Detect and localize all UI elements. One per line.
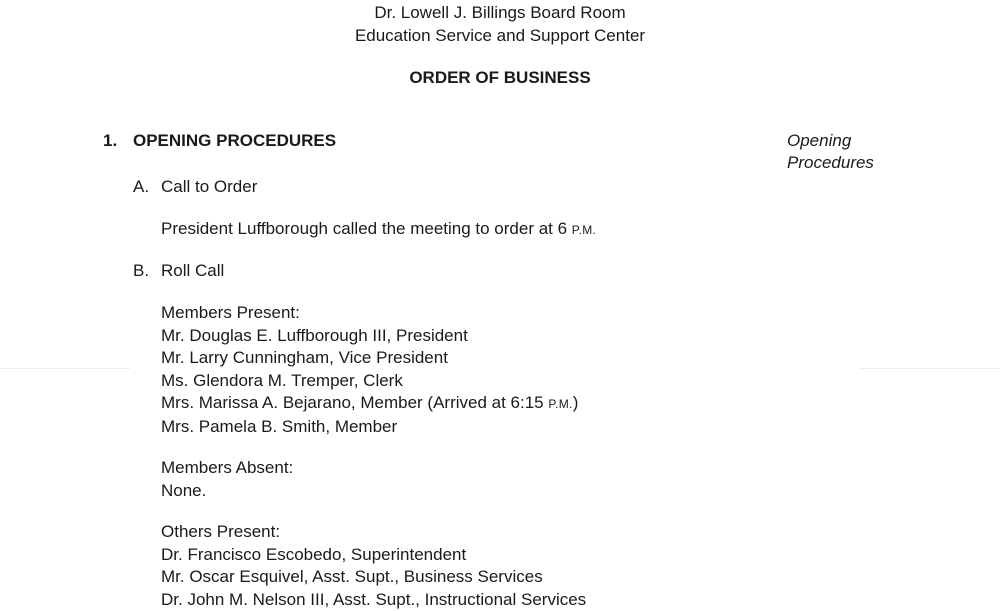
time-suffix: P.M.: [548, 397, 572, 411]
others-entry: Dr. John M. Nelson III, Asst. Supt., Instructional Services: [161, 589, 586, 611]
member-entry: Ms. Glendora M. Tremper, Clerk: [161, 370, 578, 393]
time-suffix: P.M.: [572, 223, 596, 237]
others-entry: Mr. Oscar Esquivel, Asst. Supt., Business Services: [161, 566, 586, 589]
page-title: ORDER OF BUSINESS: [0, 67, 1000, 90]
section-title: OPENING PROCEDURES: [133, 130, 336, 153]
others-present-block: [161, 521, 586, 611]
margin-note-line-2: Procedures: [787, 152, 874, 175]
scan-artifact-line: [0, 368, 130, 369]
location-center: Education Service and Support Center: [0, 25, 1000, 48]
member-entry: Mrs. Pamela B. Smith, Member: [161, 416, 578, 439]
location-room: Dr. Lowell J. Billings Board Room: [0, 2, 1000, 25]
item-title: Call to Order: [161, 176, 257, 199]
member-entry: Mr. Larry Cunningham, Vice President: [161, 347, 578, 370]
margin-note-line-1: Opening: [787, 130, 851, 153]
members-absent-heading: Members Absent:: [161, 457, 293, 480]
item-letter: B.: [133, 260, 149, 283]
others-present-heading: Others Present:: [161, 521, 586, 544]
member-entry: Mr. Douglas E. Luffborough III, President: [161, 325, 578, 348]
member-entry-text: Mrs. Marissa A. Bejarano, Member (Arrived at 6:15: [161, 393, 548, 412]
closing-paren: ): [573, 393, 579, 412]
section-number: 1.: [103, 130, 117, 153]
members-present-block: [161, 302, 578, 438]
call-to-order-sentence: President Luffborough called the meeting to order at 6: [161, 219, 572, 238]
member-entry: [161, 392, 578, 416]
item-title: Roll Call: [161, 260, 224, 283]
scan-artifact-line: [860, 368, 1000, 369]
call-to-order-text: [161, 218, 596, 242]
others-entry: Dr. Francisco Escobedo, Superintendent: [161, 544, 586, 567]
members-present-heading: Members Present:: [161, 302, 578, 325]
members-absent-block: [161, 457, 293, 502]
absent-entry: None.: [161, 480, 293, 503]
item-letter: A.: [133, 176, 149, 199]
